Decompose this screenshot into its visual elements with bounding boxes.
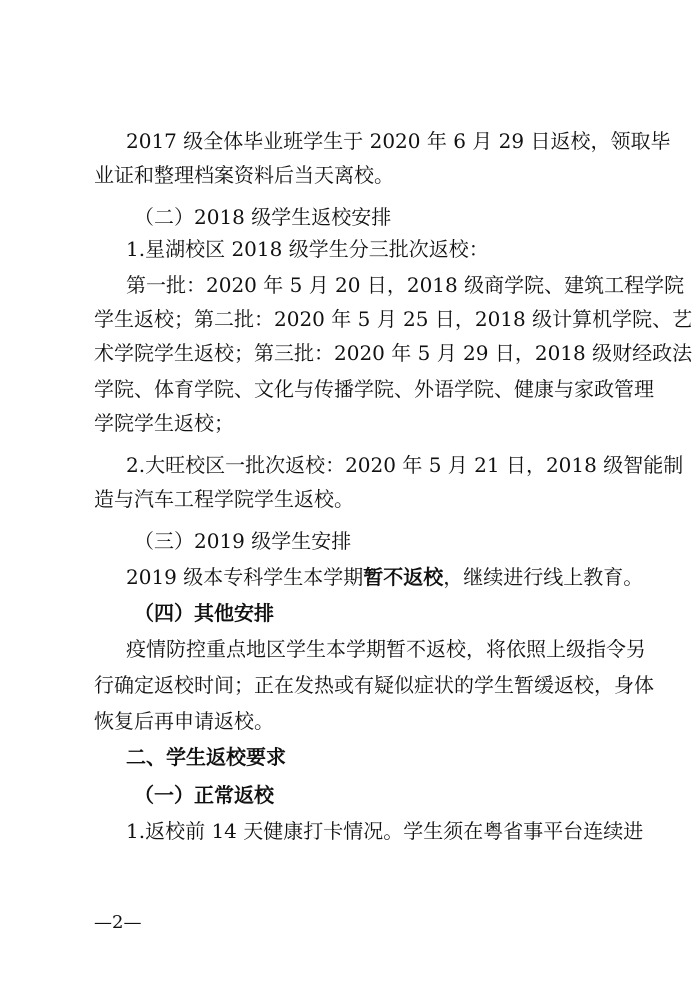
- paragraph-line: 2017 级全体毕业班学生于 2020 年 6 月 29 日返校，领取毕: [126, 129, 671, 153]
- paragraph-line: [126, 564, 643, 590]
- section-heading: （一）正常返校: [134, 783, 274, 807]
- paragraph-line: 业证和整理档案资料后当天离校。: [94, 163, 394, 187]
- emphasis-text: 暂不返校: [363, 565, 444, 589]
- section-heading: （四）其他安排: [134, 601, 274, 625]
- section-heading: 二、学生返校要求: [126, 745, 286, 769]
- paragraph-line: 恢复后再申请返校。: [94, 709, 274, 733]
- paragraph-line: 学院、体育学院、文化与传播学院、外语学院、健康与家政管理: [94, 377, 654, 401]
- paragraph-line: 学院学生返校；: [94, 411, 234, 435]
- paragraph-line: 2.大旺校区一批次返校：2020 年 5 月 21 日，2018 级智能制: [126, 453, 684, 477]
- paragraph-line: 术学院学生返校；第三批：2020 年 5 月 29 日，2018 级财经政法: [94, 341, 693, 365]
- paragraph-text: ，继续进行线上教育。: [443, 565, 644, 589]
- page-number: —2—: [94, 912, 142, 933]
- paragraph-line: 第一批：2020 年 5 月 20 日，2018 级商学院、建筑工程学院: [126, 273, 685, 297]
- paragraph-line: 疫情防控重点地区学生本学期暂不返校，将依照上级指令另: [126, 637, 646, 661]
- paragraph-line: 1.返校前 14 天健康打卡情况。学生须在粤省事平台连续进: [126, 819, 644, 843]
- paragraph-line: 学生返校；第二批：2020 年 5 月 25 日，2018 级计算机学院、艺: [94, 307, 693, 331]
- section-heading: （二）2018 级学生返校安排: [134, 205, 392, 229]
- paragraph-text: 2019 级本专科学生本学期: [126, 565, 364, 589]
- paragraph-line: 行确定返校时间；正在发热或有疑似症状的学生暂缓返校，身体: [94, 673, 654, 697]
- section-heading: （三）2019 级学生安排: [134, 529, 352, 553]
- paragraph-line: 1.星湖校区 2018 级学生分三批次返校：: [126, 237, 489, 261]
- paragraph-line: 造与汽车工程学院学生返校。: [94, 487, 354, 511]
